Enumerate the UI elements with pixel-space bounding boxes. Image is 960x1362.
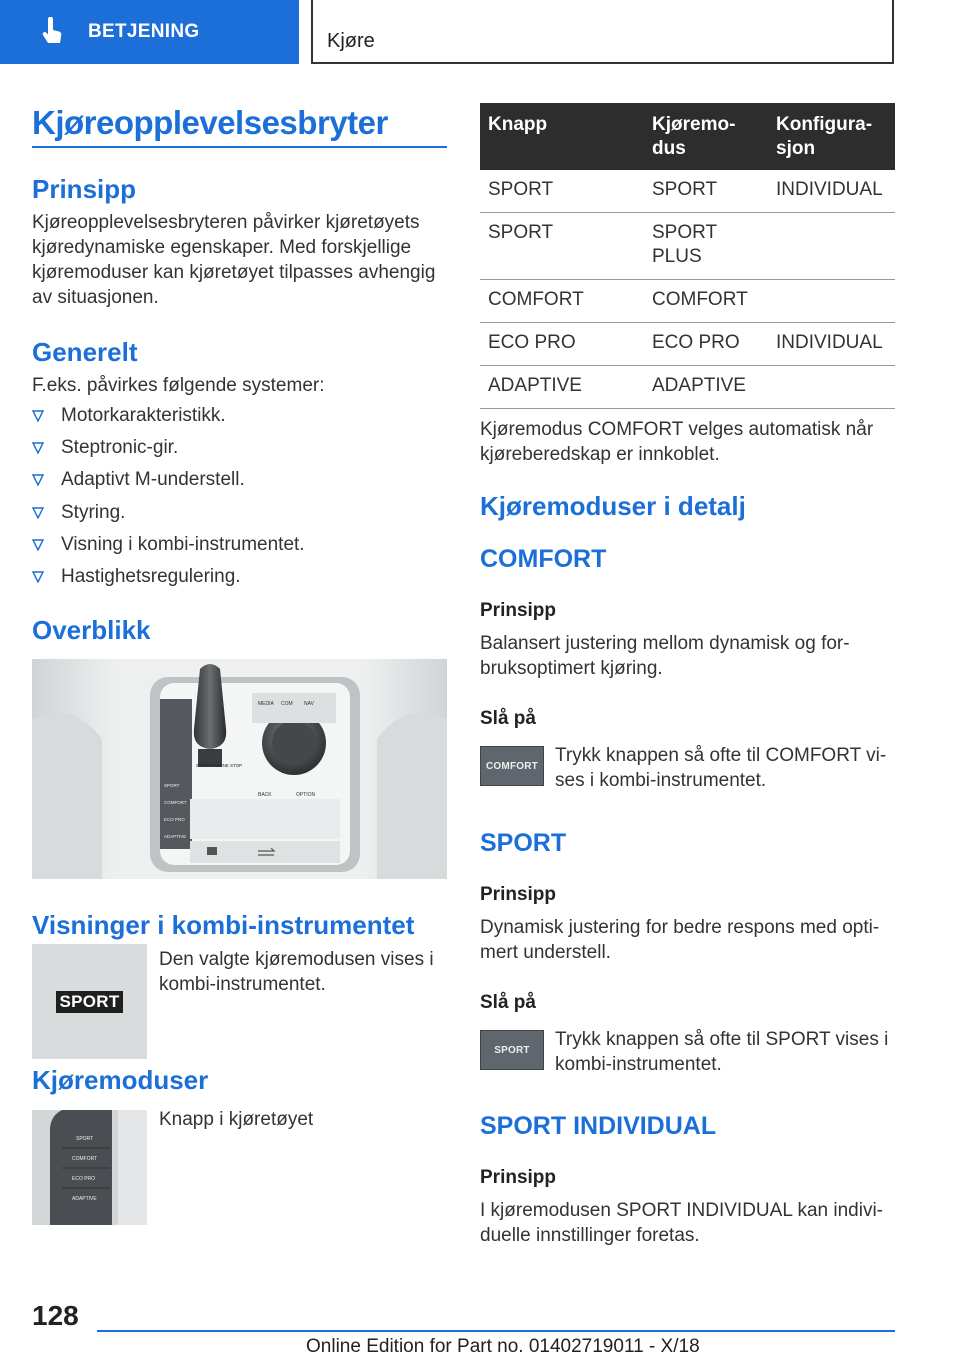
footer-edition: Online Edition for Part no. 01402719011 - X/18 bbox=[306, 1336, 700, 1357]
overblikk-heading: Overblikk bbox=[32, 615, 151, 645]
sport-prinsipp-label: Prinsipp bbox=[480, 884, 557, 905]
mode-label-comfort: COMFORT bbox=[72, 1156, 98, 1162]
table-row bbox=[480, 366, 895, 409]
comfort-prinsipp-text: Balansert justering mellom dynamisk og for- bruksoptimert kjøring. bbox=[480, 633, 850, 679]
visninger-heading: Visninger i kombi-instrumentet bbox=[32, 910, 415, 940]
table-cell: INDIVIDUAL bbox=[768, 170, 895, 213]
sport-individual-heading: SPORT INDIVIDUAL bbox=[480, 1112, 717, 1140]
generelt-intro: F.eks. påvirkes følgende systemer: bbox=[32, 375, 325, 396]
hand-pointer-icon bbox=[40, 17, 66, 47]
center-console-illustration bbox=[32, 659, 447, 879]
sport-sla-label: Slå på bbox=[480, 992, 536, 1013]
com-button-label: COM bbox=[281, 701, 293, 707]
list-item: Steptronic-gir. bbox=[32, 437, 178, 459]
list-item: Visning i kombi-instrumentet. bbox=[32, 534, 305, 556]
table-cell: COMFORT bbox=[644, 280, 768, 323]
table-cell: ECO PRO bbox=[644, 323, 768, 366]
table-header-row bbox=[480, 103, 895, 170]
list-item: Styring. bbox=[32, 502, 125, 524]
mode-label-adaptive: ADAPTIVE bbox=[72, 1196, 97, 1202]
table-row bbox=[480, 323, 895, 366]
table-cell bbox=[768, 280, 895, 323]
table-cell: SPORT bbox=[644, 170, 768, 213]
sport-heading: SPORT bbox=[480, 829, 567, 857]
detalj-heading: Kjøremoduser i detalj bbox=[480, 491, 746, 521]
center-console-image bbox=[32, 659, 447, 879]
triangle-bullet-icon bbox=[32, 507, 44, 519]
nav-button-label: NAV bbox=[304, 701, 314, 707]
table-cell: INDIVIDUAL bbox=[768, 323, 895, 366]
section-tab[interactable] bbox=[0, 0, 299, 64]
footer-rule bbox=[97, 1330, 895, 1332]
triangle-bullet-icon bbox=[32, 571, 44, 583]
kjoremoduser-heading: Kjøremoduser bbox=[32, 1065, 209, 1095]
sport-individual-prinsipp-text: I kjøremodusen SPORT INDIVIDUAL kan indivi- duelle innstillinger foretas. bbox=[480, 1200, 884, 1246]
chapter-header bbox=[311, 0, 894, 64]
panel-label-adaptive: ADAPTIVE bbox=[164, 834, 187, 839]
panel-label-comfort: COMFORT bbox=[164, 800, 187, 805]
table-cell: ECO PRO bbox=[480, 323, 644, 366]
comfort-heading: COMFORT bbox=[480, 545, 607, 573]
triangle-bullet-icon bbox=[32, 410, 44, 422]
sport-individual-prinsipp-label: Prinsipp bbox=[480, 1167, 557, 1188]
triangle-bullet-icon bbox=[32, 539, 44, 551]
mode-label-eco-pro: ECO PRO bbox=[72, 1176, 96, 1182]
table-row bbox=[480, 170, 895, 213]
visninger-text: Den valgte kjøremodusen vises i kombi-instrumentet. bbox=[159, 949, 434, 995]
column-header-kjoremodus: Kjøremo- dus bbox=[644, 103, 768, 170]
prinsipp-heading: Prinsipp bbox=[32, 174, 137, 204]
kjoremoduser-text: Knapp i kjøretøyet bbox=[159, 1109, 314, 1130]
chapter-label: Kjøre bbox=[327, 30, 375, 52]
mode-table bbox=[480, 103, 895, 409]
mode-buttons-illustration bbox=[32, 1110, 147, 1225]
sport-prinsipp-text: Dynamisk justering for bedre respons med opti- mert understell. bbox=[480, 917, 880, 963]
prinsipp-text: Kjøreopplevelsesbryteren påvirker kjøretøyets kjøredynamiske egenskaper. Med forskjellige kjøremoduser kan kjøretøyet tilpasses avhengig av situasjonen. bbox=[32, 212, 436, 308]
parking-brake-icon bbox=[207, 847, 217, 855]
list-item: Motorkarakteristikk. bbox=[32, 405, 226, 427]
sport-sla-text: Trykk knappen så ofte til SPORT vises i kombi-instrumentet. bbox=[555, 1029, 889, 1075]
comfort-prinsipp-label: Prinsipp bbox=[480, 600, 557, 621]
option-button-label: OPTION bbox=[296, 792, 316, 798]
table-cell: SPORT PLUS bbox=[644, 213, 768, 280]
table-row bbox=[480, 213, 895, 280]
triangle-bullet-icon bbox=[32, 474, 44, 486]
comfort-button-image: COMFORT bbox=[480, 746, 544, 786]
list-item: Hastighetsregulering. bbox=[32, 566, 241, 588]
back-button-label: BACK bbox=[258, 792, 272, 798]
comfort-sla-label: Slå på bbox=[480, 708, 536, 729]
column-header-knapp: Knapp bbox=[480, 103, 644, 170]
generelt-heading: Generelt bbox=[32, 337, 138, 367]
table-row bbox=[480, 280, 895, 323]
table-cell: ADAPTIVE bbox=[480, 366, 644, 409]
table-cell: SPORT bbox=[480, 170, 644, 213]
media-button-label: MEDIA bbox=[258, 701, 274, 707]
sport-button-image: SPORT bbox=[480, 1030, 544, 1070]
table-cell: COMFORT bbox=[480, 280, 644, 323]
start-stop-label: START ENGINE STOP bbox=[196, 763, 243, 768]
sport-display-image bbox=[32, 944, 147, 1059]
mode-label-sport: SPORT bbox=[76, 1136, 94, 1142]
panel-label-eco-pro: ECO PRO bbox=[164, 817, 185, 822]
title-underline bbox=[32, 146, 447, 148]
triangle-bullet-icon bbox=[32, 442, 44, 454]
section-label: BETJENING bbox=[88, 21, 200, 42]
table-cell bbox=[768, 366, 895, 409]
page-number: 128 bbox=[32, 1300, 79, 1331]
column-header-konfigurasjon: Konfigura- sjon bbox=[768, 103, 895, 170]
panel-label-sport: SPORT bbox=[164, 783, 180, 788]
list-item: Adaptivt M-understell. bbox=[32, 469, 245, 491]
sport-display-badge: SPORT bbox=[56, 991, 122, 1013]
comfort-auto-note: Kjøremodus COMFORT velges automatisk når kjøreberedskap er innkoblet. bbox=[480, 419, 874, 465]
mode-buttons-image bbox=[32, 1110, 147, 1225]
table-cell: SPORT bbox=[480, 213, 644, 280]
page-title: Kjøreopplevelsesbryter bbox=[32, 104, 388, 141]
table-cell: ADAPTIVE bbox=[644, 366, 768, 409]
table-cell bbox=[768, 213, 895, 280]
comfort-sla-text: Trykk knappen så ofte til COMFORT vi- ses i kombi-instrumentet. bbox=[555, 745, 887, 791]
